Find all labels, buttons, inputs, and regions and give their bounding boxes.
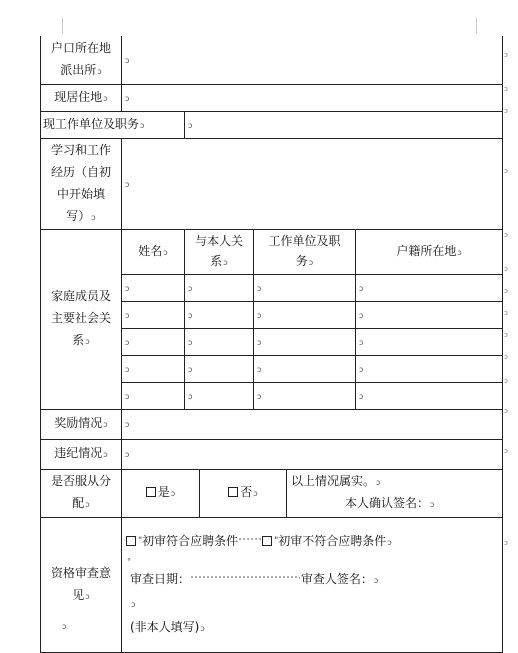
family-relation-cell[interactable]: ↄ — [185, 382, 254, 409]
family-work-cell[interactable]: ↄ — [254, 382, 356, 409]
application-form-table — [40, 36, 503, 653]
review-field: "初审符合应聘条件˚˚˚˚˚˚ "初审不符合应聘条件ↄ ° 审查日期：˚˚˚˚˚˚˚˚˚˚˚˚˚˚˚˚˚˚˚˚˚˚˚˚˚˚˚·审查人签名：ↄ ↄ (非本人填写)ↄ — [122, 517, 503, 652]
edge-mark: ↄ — [504, 107, 508, 115]
family-header-registry: 户籍所在地ↄ — [356, 229, 503, 274]
family-work-cell[interactable]: ↄ — [254, 301, 356, 328]
discipline-field[interactable]: ↄ — [122, 439, 503, 469]
edge-mark: ↄ — [504, 85, 508, 93]
edge-mark: ↄ — [504, 265, 508, 273]
family-name-cell[interactable]: ↄ — [122, 382, 185, 409]
awards-field[interactable]: ↄ — [122, 409, 503, 439]
edge-mark: ↄ — [504, 447, 508, 455]
pass-option-label: 初审符合应聘条件 — [142, 533, 239, 548]
family-registry-cell[interactable]: ↄ — [356, 382, 503, 409]
assignment-yes-option[interactable]: 是ↄ — [122, 469, 200, 517]
family-registry-cell[interactable]: ↄ — [356, 274, 503, 301]
review-note: (非本人填写) — [130, 619, 200, 634]
family-relation-cell[interactable]: ↄ — [185, 328, 254, 355]
family-registry-cell[interactable]: ↄ — [356, 328, 503, 355]
crop-mark-right — [476, 18, 477, 34]
edge-mark: ↄ — [504, 331, 508, 339]
edge-mark: ↄ — [504, 377, 508, 385]
study-history-field[interactable]: ↄ — [122, 138, 503, 229]
family-relation-cell[interactable]: ↄ — [185, 355, 254, 382]
declaration-cell: 以上情况属实。ↄ 本人确认签名：ↄ — [287, 469, 503, 517]
residence-label: 现居住地ↄ — [41, 84, 122, 111]
edge-mark: ↄ — [504, 353, 508, 361]
family-work-cell[interactable]: ↄ — [254, 328, 356, 355]
review-date-label: 审查日期： — [130, 571, 191, 586]
edge-mark: ↄ — [504, 231, 508, 239]
family-name-cell[interactable]: ↄ — [122, 355, 185, 382]
family-header-relation: 与本人关 系ↄ — [185, 229, 254, 274]
family-label: 家庭成员及 主要社会关 系ↄ — [41, 229, 122, 409]
family-work-cell[interactable]: ↄ — [254, 355, 356, 382]
family-registry-cell[interactable]: ↄ — [356, 355, 503, 382]
edge-mark: ↄ — [504, 51, 508, 59]
household-field[interactable]: ↄ — [122, 36, 503, 84]
assignment-no-option[interactable]: 否ↄ — [200, 469, 287, 517]
family-header-work: 工作单位及职 务ↄ — [254, 229, 356, 274]
declaration-text: 以上情况属实。 — [291, 474, 376, 488]
pass-checkbox[interactable] — [126, 536, 136, 546]
discipline-label: 违纪情况ↄ — [41, 439, 122, 469]
work-unit-field[interactable]: ↄ — [185, 111, 503, 138]
document-end-mark: ↄ — [62, 622, 67, 631]
edge-mark: ↄ — [504, 167, 508, 175]
study-history-label: 学习和工作 经历（自初 中开始填 写）ↄ — [41, 138, 122, 229]
family-relation-cell[interactable]: ↄ — [185, 301, 254, 328]
no-checkbox[interactable] — [228, 487, 238, 497]
reviewer-signature-label: 审查人签名： — [300, 571, 373, 586]
family-header-name: 姓名ↄ — [122, 229, 185, 274]
edge-mark: ↄ — [504, 407, 508, 415]
yes-checkbox[interactable] — [146, 487, 156, 497]
review-label: 资格审查意 见ↄ — [41, 517, 122, 652]
family-relation-cell[interactable]: ↄ — [185, 274, 254, 301]
family-work-cell[interactable]: ↄ — [254, 274, 356, 301]
family-name-cell[interactable]: ↄ — [122, 328, 185, 355]
signature-label: 本人确认签名： — [345, 496, 430, 510]
work-unit-label: 现工作单位及职务ↄ — [41, 111, 185, 138]
awards-label: 奖励情况ↄ — [41, 409, 122, 439]
family-name-cell[interactable]: ↄ — [122, 274, 185, 301]
family-registry-cell[interactable]: ↄ — [356, 301, 503, 328]
fail-option-label: 初审不符合应聘条件 — [278, 533, 387, 548]
edge-mark: ↄ — [504, 287, 508, 295]
edge-mark: ↄ — [504, 539, 508, 547]
household-label: 户口所在地 派出所ↄ — [41, 36, 122, 84]
edge-mark: ↄ — [504, 309, 508, 317]
fail-checkbox[interactable] — [262, 536, 272, 546]
assignment-label: 是否服从分 配ↄ — [41, 469, 122, 517]
crop-mark-left — [62, 18, 63, 34]
family-name-cell[interactable]: ↄ — [122, 301, 185, 328]
residence-field[interactable]: ↄ — [122, 84, 503, 111]
